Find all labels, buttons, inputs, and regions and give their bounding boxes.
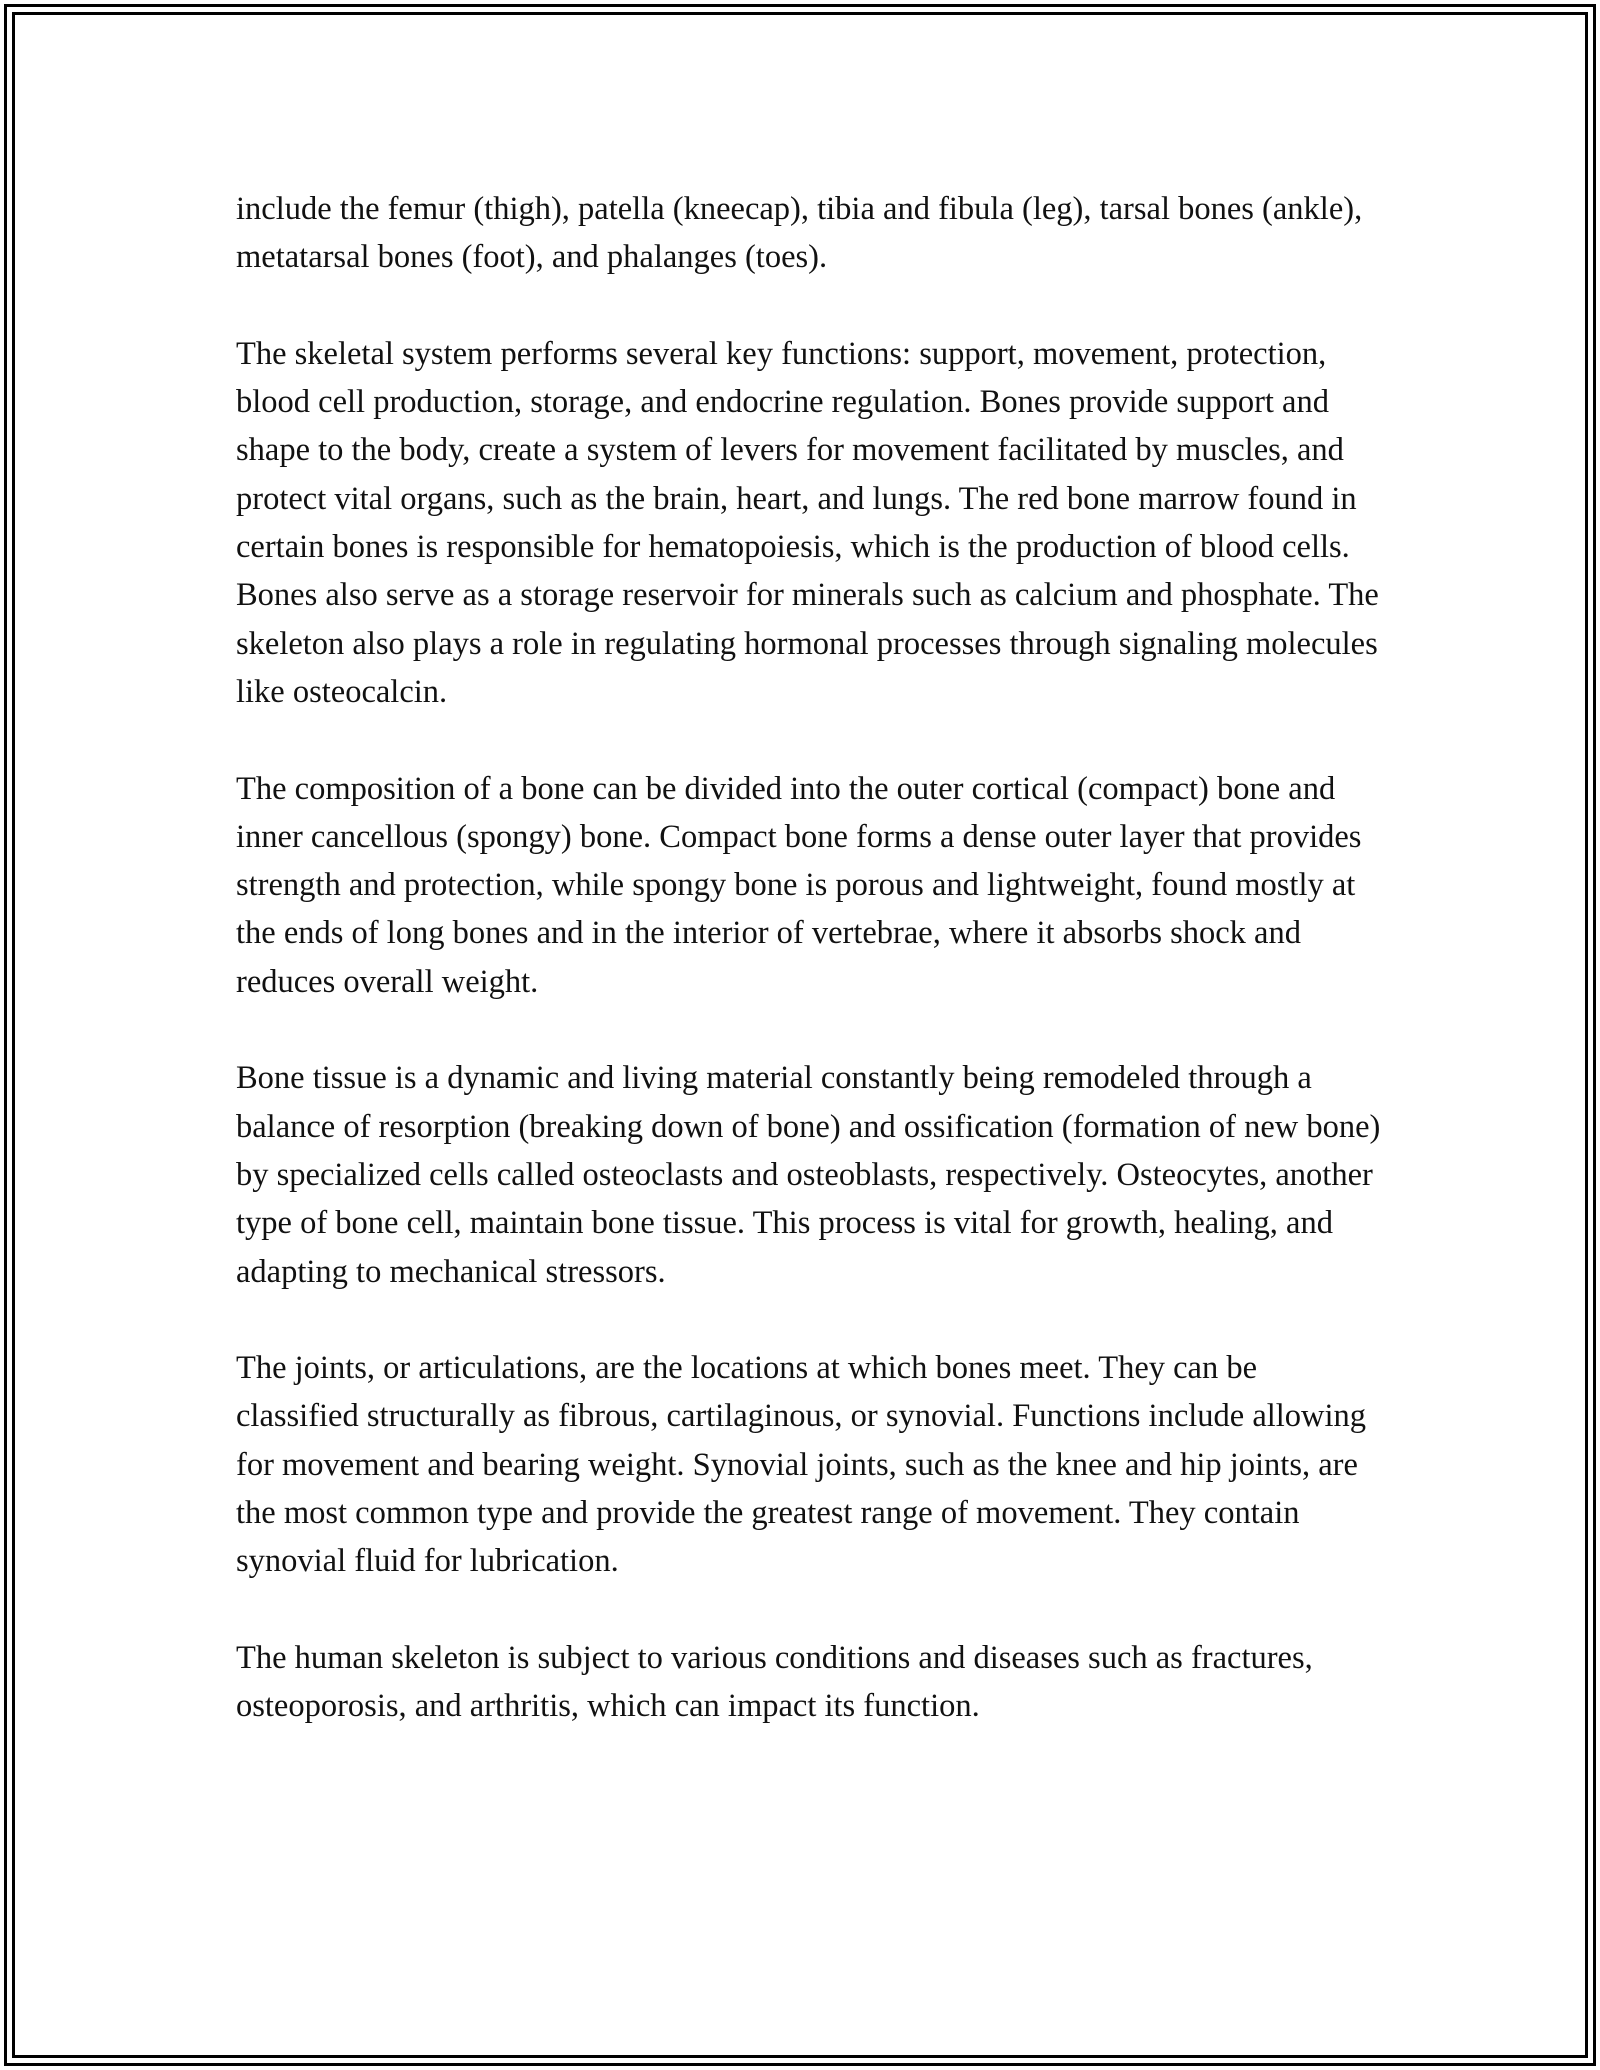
paragraph-skeletal-functions: The skeletal system performs several key functions: support, movement, protection, blood cell production, storage, and endocrine regulation. Bones provide support and shape to the body, create a system of levers for movement facilitated by muscles, and protect vital organs, such as the brain, heart, and lungs. The red bone marrow found in certain bones is responsible for hematopoiesis, which is the production of blood cells. Bones also serve as a storage reservoir for minerals such as calcium and phosphate. The skeleton also plays a role in regulating hormonal processes through signaling molecules like osteocalcin. <box>236 335 1379 710</box>
paragraph-leg-bones: include the femur (thigh), patella (kneecap), tibia and fibula (leg), tarsal bones (ankle), metatarsal bones (foot), and phalanges (toes). <box>236 191 1363 276</box>
paragraph-joints: The joints, or articulations, are the locations at which bones meet. They can be classified structurally as fibrous, cartilaginous, or synovial. Functions include allowing for movement and bearing weight. Synovial joints, such as the knee and hip joints, are the most common type and provide the greatest range of movement. They contain synovial fluid for lubrication. <box>236 1350 1367 1580</box>
document-body <box>236 185 1386 1731</box>
paragraph-bone-remodeling: Bone tissue is a dynamic and living material constantly being remodeled through a balance of resorption (breaking down of bone) and ossification (formation of new bone) by specialized cells called osteoclasts and osteoblasts, respectively. Osteocytes, another type of bone cell, maintain bone tissue. This process is vital for growth, healing, and adapting to mechanical stressors. <box>236 1060 1381 1290</box>
paragraph-conditions: The human skeleton is subject to various conditions and diseases such as fractures, osteoporosis, and arthritis, which can impact its function. <box>236 1639 1313 1725</box>
paragraph-bone-composition: The composition of a bone can be divided into the outer cortical (compact) bone and inner cancellous (spongy) bone. Compact bone forms a dense outer layer that provides strength and protection, while spongy bone is porous and lightweight, found mostly at the ends of long bones and in the interior of vertebrae, where it absorbs shock and reduces overall weight. <box>236 770 1362 1000</box>
